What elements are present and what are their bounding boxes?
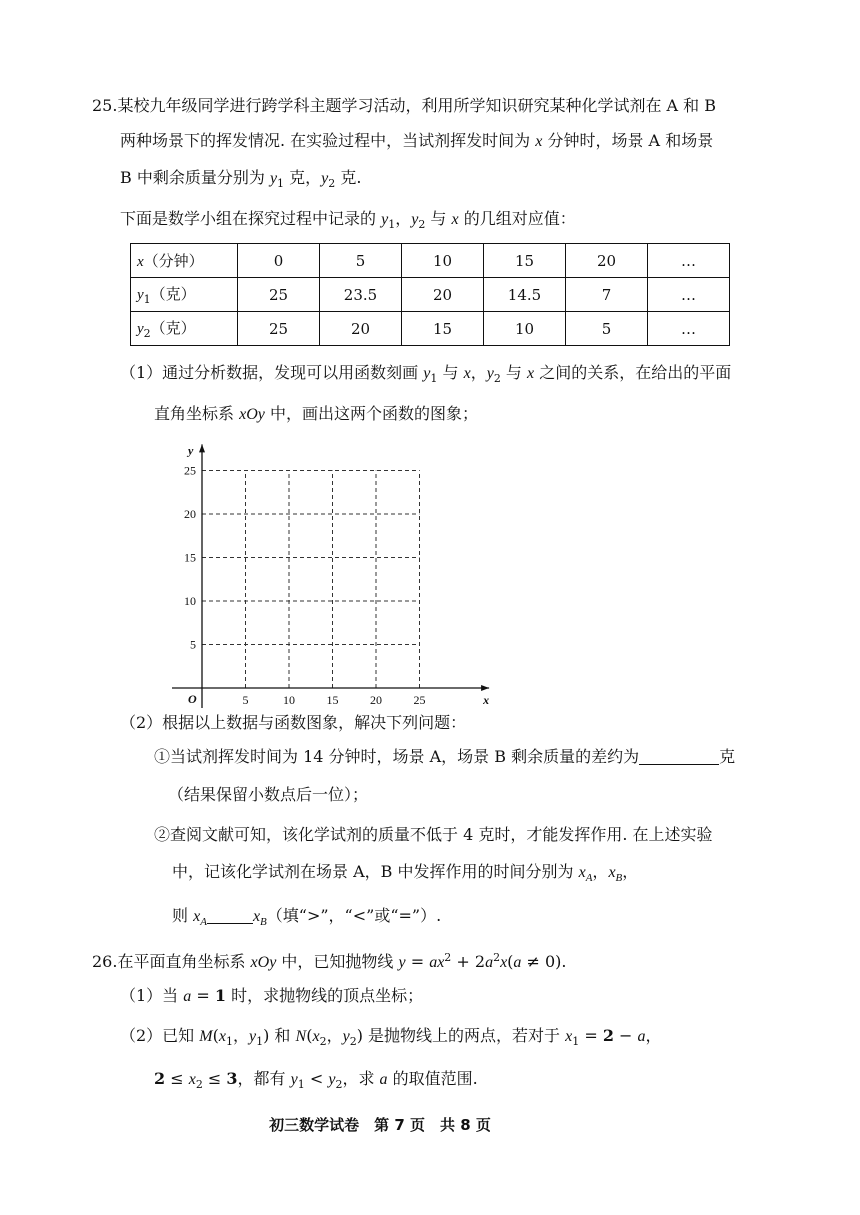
q25-part1-line2: 直角坐标系 xOy 中，画出这两个函数的图象； (154, 404, 478, 423)
compare-blank[interactable] (207, 907, 253, 924)
q25-number: 25. (92, 96, 118, 115)
x-tick-label: 15 (326, 693, 339, 707)
y-tick-label: 20 (184, 507, 196, 521)
y-tick-label: 5 (190, 637, 196, 652)
row-header-y1: $y_1$（克） (131, 278, 238, 312)
x-tick-label: 25 (413, 693, 426, 707)
x-tick-label: 10 (283, 693, 295, 707)
q26-line1: 26.在平面直角坐标系 xOy 中，已知抛物线 $y = ax^2 + 2a^2x(a \ne 0)$. (92, 951, 567, 971)
q25-line1: 25.某校九年级同学进行跨学科主题学习活动，利用所学知识研究某种化学试剂在 A 和 B (92, 96, 717, 115)
table-cell: … (648, 278, 730, 312)
y-tick-label: 25 (184, 463, 196, 478)
q25-part1: （1）通过分析数据，发现可以用函数刻画 $y_1$ 与 x，$y_2$ 与 x 之间的关系，在给出的平面 (120, 363, 732, 385)
q26-part2-line2: $2 \le x_2 \le 3$，都有 $y_1 < y_2$，求 a 的取值范围. (154, 1069, 478, 1091)
q25-part2-2: ②查阅文献可知，该化学试剂的质量不低于 4 克时，才能发挥作用. 在上述实验 (154, 825, 713, 844)
origin-label: O (188, 692, 197, 706)
q25-part2-1-line2: （结果保留小数点后一位）； (168, 785, 369, 804)
table-cell: 0 (238, 244, 320, 278)
answer-blank[interactable] (639, 748, 719, 765)
table-cell: 7 (566, 278, 648, 312)
q25-part2-2-line3: 则 $x_A$ $x_B$（填“>”，“<”或“=”）. (172, 906, 442, 928)
table-cell: 10 (402, 244, 484, 278)
table-cell: 15 (484, 244, 566, 278)
table-cell: 25 (238, 278, 320, 312)
q26-part1: （1）当 a = 1 时，求抛物线的顶点坐标； (120, 986, 424, 1005)
coordinate-grid (160, 425, 510, 710)
y-tick-label: 15 (184, 550, 196, 565)
table-cell: … (648, 244, 730, 278)
y-axis-arrow (199, 444, 205, 452)
table-cell: 23.5 (320, 278, 402, 312)
table-cell: 5 (320, 244, 402, 278)
q25-part2-2-line2: 中，记该化学试剂在场景 A，B 中发挥作用的时间分别为 $x_A$，$x_B$， (172, 862, 639, 884)
q25-line2: 两种场景下的挥发情况. 在实验过程中，当试剂挥发时间为 x 分钟时，场景 A 和场景 (120, 131, 714, 150)
q25-intro: 下面是数学小组在探究过程中记录的 $y_1$，$y_2$ 与 x 的几组对应值： (120, 209, 576, 231)
page-footer: 初三数学试卷 第 7 页 共 8 页 (269, 1116, 491, 1134)
table-cell: 20 (320, 312, 402, 346)
q26-part2: （2）已知 $M(x_1$，$y_1$) 和 $N(x_2$，$y_2$) 是抛物线上的两点，若对于 $x_1 = 2 - a$， (120, 1026, 662, 1048)
x-tick-label: 20 (370, 693, 382, 707)
q25-line3: B 中剩余质量分别为 $y_1$ 克，$y_2$ 克. (120, 168, 362, 190)
q25-part2: （2）根据以上数据与函数图象，解决下列问题： (120, 713, 467, 732)
table-cell: 15 (402, 312, 484, 346)
x-axis-arrow (481, 685, 489, 691)
table-row (131, 244, 730, 278)
table-row (131, 278, 730, 312)
table-cell: 5 (566, 312, 648, 346)
table-cell: 20 (402, 278, 484, 312)
row-header-x: x（分钟） (131, 244, 238, 278)
x-tick-label: 5 (242, 693, 249, 707)
y-axis-label: y (188, 443, 194, 458)
row-header-y2: $y_2$（克） (131, 312, 238, 346)
x-axis-label: x (483, 693, 490, 707)
values-table (130, 243, 730, 346)
table-cell: … (648, 312, 730, 346)
table-cell: 14.5 (484, 278, 566, 312)
q25-part2-1: ①当试剂挥发时间为 14 分钟时，场景 A，场景 B 剩余质量的差约为 克 (154, 747, 736, 766)
table-cell: 10 (484, 312, 566, 346)
y-tick-label: 10 (184, 594, 196, 608)
q26-number: 26. (92, 952, 118, 971)
table-cell: 20 (566, 244, 648, 278)
table-row (131, 312, 730, 346)
table-cell: 25 (238, 312, 320, 346)
